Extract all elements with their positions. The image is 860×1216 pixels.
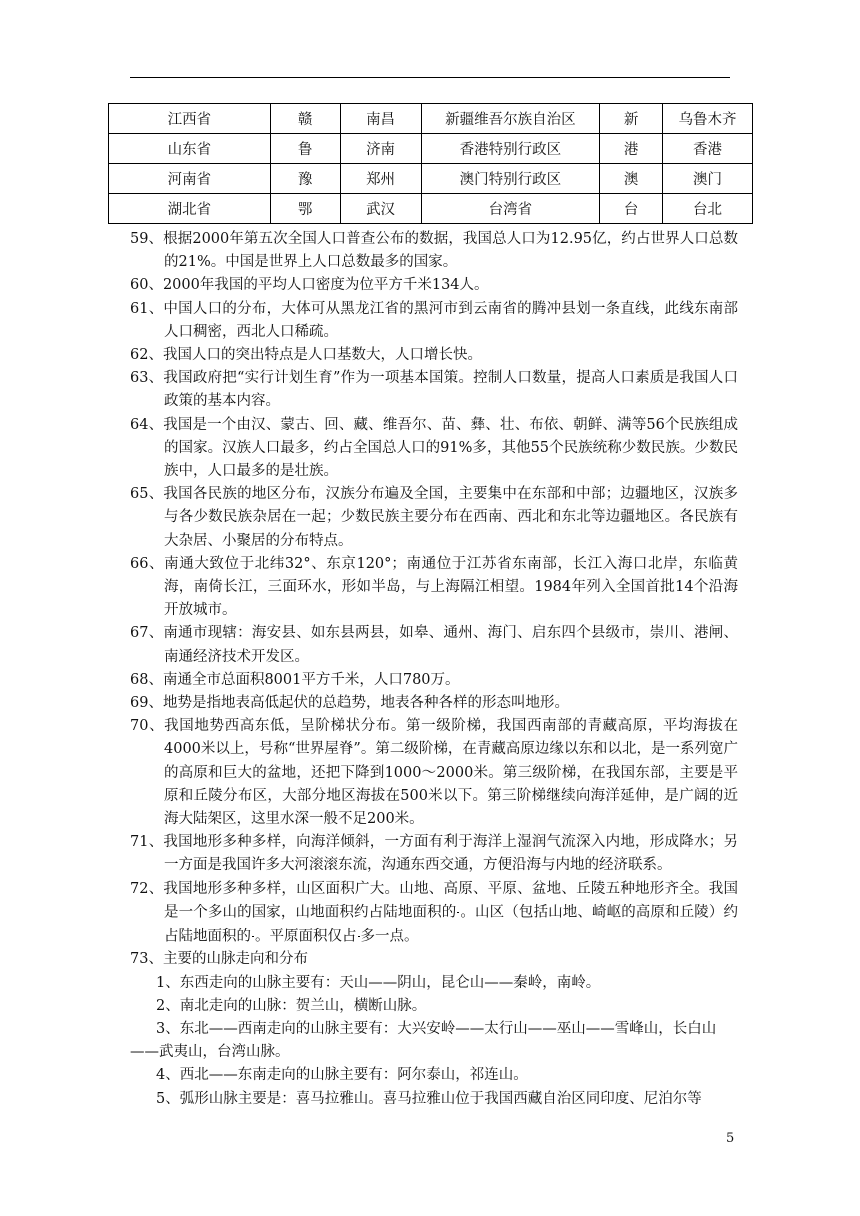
table-cell: 澳门特别行政区 [421,164,600,194]
item-71: 71、我国地形多种多样，向海洋倾斜，一方面有利于海洋上湿润气流深入内地，形成降水；另一方面是我国许多大河滚滚东流，沟通东西交通，方便沿海与内地的经济联系。 [130,834,738,874]
table-row [109,134,753,164]
item-72-text-b: 。山区（包括山地、崎岖的高原和丘陵）约占陆地面积的 [164,904,739,945]
table-cell: 新疆维吾尔族自治区 [421,104,600,134]
item-61: 61、中国人口的分布，大体可从黑龙江省的黑河市到云南省的腾冲县划一条直线，此线东南部人口稠密，西北人口稀疏。 [130,300,738,340]
item-62: 62、我国人口的突出特点是人口基数大，人口增长快。 [130,347,482,364]
table-cell: 鲁 [270,134,340,164]
table-cell: 台湾省 [421,194,600,224]
table-cell: 豫 [270,164,340,194]
item-64: 64、我国是一个由汉、蒙古、回、藏、维吾尔、苗、彝、壮、布依、朝鲜、满等56个民族组成的国家。汉族人口最多，约占全国总人口的91%多，其他55个民族统称少数民族。少数民族中，人口最多的是壮族。 [130,416,738,480]
table-cell: 湖北省 [109,194,271,224]
item-63: 63、我国政府把“实行计划生育”作为一项基本国策。控制人口数量，提高人口素质是我国人口政策的基本内容。 [130,370,738,410]
fraction-numerator [252,925,254,937]
fraction-denominator [358,937,360,948]
table-cell: 香港 [663,134,753,164]
fraction-two-thirds [252,925,254,948]
table-row [109,194,753,224]
page-number: 5 [726,1131,735,1146]
fraction-numerator [358,925,360,937]
table-row [109,164,753,194]
fraction-one-third [457,901,459,924]
item-67: 67、南通市现辖：海安县、如东县两县，如皋、通州、海门、启东四个县级市，崇川、港闸、南通经济技术开发区。 [130,625,738,665]
table-cell: 澳门 [663,164,753,194]
item-66: 66、南通大致位于北纬32°、东京120°；南通位于江苏省东南部，长江入海口北岸，东临黄海，南倚长江，三面环水，形如半岛，与上海隔江相望。1984年列入全国首批14个沿海开放城市。 [130,555,738,619]
item-69: 69、地势是指地表高低起伏的总趋势，地表各种各样的形态叫地形。 [130,695,569,712]
fraction-one-tenth [358,925,360,948]
table-cell: 河南省 [109,164,271,194]
sub-item-5: 5、弧形山脉主要是：喜马拉雅山。喜马拉雅山位于我国西藏自治区同印度、尼泊尔等 [156,1090,702,1107]
item-72-text-a: 72、我国地形多种多样，山区面积广大。山地、高原、平原、盆地、丘陵五种地形齐全。我国是一个多山的国家，山地面积约占陆地面积的 [130,880,738,921]
fraction-denominator [457,913,459,924]
item-59: 59、根据2000年第五次全国人口普查公布的数据，我国总人口为12.95亿，约占世界人口总数的21%。中国是世界上人口总数最多的国家。 [130,231,738,271]
fraction-denominator [252,937,254,948]
table-cell: 南昌 [340,104,421,134]
table-cell: 鄂 [270,194,340,224]
table-cell: 郑州 [340,164,421,194]
item-72-text-c: 。平原面积仅占 [255,928,357,945]
table-cell: 香港特别行政区 [421,134,600,164]
province-table [108,103,753,224]
item-73: 73、主要的山脉走向和分布 [130,951,308,968]
sub-item-4: 4、西北——东南走向的山脉主要有：阿尔泰山，祁连山。 [156,1067,528,1084]
table-cell: 新 [600,104,663,134]
table-cell: 澳 [600,164,663,194]
table-cell: 山东省 [109,134,271,164]
item-72 [130,878,738,949]
sub-item-1: 1、东西走向的山脉主要有：天山——阴山，昆仑山——秦岭，南岭。 [156,974,601,991]
table-row [109,104,753,134]
table-cell: 乌鲁木齐 [663,104,753,134]
table-cell: 港 [600,134,663,164]
item-68: 68、南通全市总面积8001平方千米，人口780万。 [130,671,460,688]
item-70: 70、我国地势西高东低，呈阶梯状分布。第一级阶梯，我国西南部的青藏高原，平均海拔在4000米以上，号称“世界屋脊”。第二级阶梯，在青藏高原边缘以东和以北，是一系列宽广的高原和巨大的盆地，还把下降到1000～2000米。第三级阶梯，在我国东部，主要是平原和丘陵分布区，大部分地区海拔在500米以下。第三阶梯继续向海洋延伸，是广阔的近海大陆架区，这里水深一般不足200米。 [130,718,738,828]
item-60: 60、2000年我国的平均人口密度为位平方千米134人。 [130,277,489,294]
body-text [130,228,738,1111]
table-cell: 台 [600,194,663,224]
table-cell: 武汉 [340,194,421,224]
item-72-text-d: 多一点。 [360,928,419,945]
table-cell: 台北 [663,194,753,224]
table-cell: 赣 [270,104,340,134]
header-rule [130,77,730,78]
table-cell: 济南 [340,134,421,164]
fraction-numerator [457,901,459,913]
item-65: 65、我国各民族的地区分布，汉族分布遍及全国，主要集中在东部和中部；边疆地区，汉族多与各少数民族杂居在一起；少数民族主要分布在西南、西北和东北等边疆地区。各民族有大杂居、小聚居的分布特点。 [130,486,738,549]
table-cell: 江西省 [109,104,271,134]
sub-item-2: 2、南北走向的山脉：贺兰山，横断山脉。 [156,997,427,1014]
sub-item-3: 3、东北——西南走向的山脉主要有：大兴安岭——太行山——巫山——雪峰山，长白山——武夷山，台湾山脉。 [130,1020,717,1061]
